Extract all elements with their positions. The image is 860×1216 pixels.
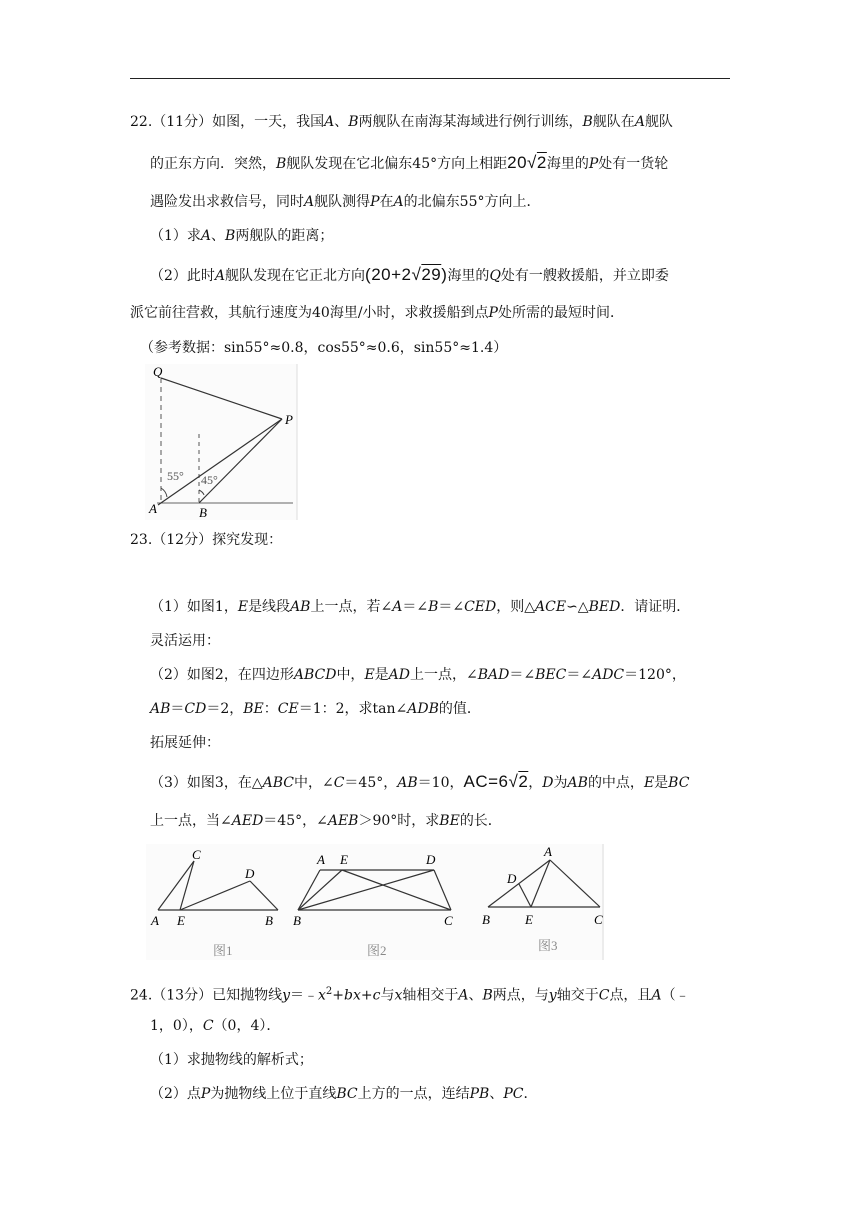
q23-line-1: （1）如图1，E是线段AB上一点，若∠A＝∠B＝∠CED，则△ACE∽△BED．请证明．	[150, 599, 691, 615]
fig1-caption: 图1	[213, 943, 233, 958]
fig3-label-D: D	[507, 871, 517, 886]
q24-line-4: （2）点P为抛物线上位于直线BC上方的一点，连结PB、PC．	[150, 1086, 538, 1102]
label-A: A	[149, 501, 157, 516]
radical-20plus2root29: (20+2√29)	[365, 265, 448, 284]
radical-20root2: 20√2	[507, 153, 547, 172]
fig3-caption: 图3	[538, 938, 558, 953]
q24-line-3: （1）求抛物线的解析式；	[150, 1052, 313, 1068]
label-Q: Q	[153, 364, 163, 379]
radical-ac-6root2: AC=6√2	[463, 772, 529, 791]
q24-line-2: 1，0），C（0，4）．	[150, 1018, 281, 1034]
fig3-label-B: B	[482, 912, 490, 927]
q22-line-3: 遇险发出求救信号，同时A舰队测得P在A的北偏东55°方向上．	[150, 194, 541, 210]
fig2-label-E: E	[340, 852, 348, 867]
fig1-label-A: A	[151, 913, 159, 928]
fig2-label-C: C	[444, 913, 453, 928]
q23-line-5: 上一点，当∠AED＝45°，∠AEB＞90°时，求BE的长．	[150, 813, 502, 829]
label-angle-45: 45°	[201, 473, 218, 487]
fig3-label-E: E	[525, 912, 533, 927]
label-angle-55: 55°	[167, 469, 184, 483]
fig3-label-C: C	[594, 912, 603, 927]
q22-line-6: 派它前往营救，其航行速度为40海里/小时，求救援船到点P处所需的最短时间．	[130, 305, 624, 321]
fig2-caption: 图2	[367, 943, 387, 958]
q22-line-2: 的正东方向．突然，B舰队发现在它北偏东45°方向上相距20√2海里的P处有一货轮	[150, 153, 669, 172]
q23-line-4: （3）如图3，在△ABC中，∠C＝45°，AB＝10，AC=6√2，D为AB的中点，E是BC	[150, 772, 690, 791]
fig2-label-B: B	[293, 913, 301, 928]
fig1-label-D: D	[245, 866, 255, 881]
fig1-label-E: E	[177, 913, 185, 928]
header-rule	[130, 78, 730, 79]
fig1-label-C: C	[192, 847, 201, 862]
fig2-label-D: D	[426, 852, 436, 867]
q23-subheading-1: 灵活运用：	[150, 633, 220, 649]
q22-figure	[145, 364, 305, 522]
label-P: P	[285, 412, 293, 427]
label-B: B	[199, 505, 207, 520]
q22-line-1: 22.（11分）如图，一天，我国A、B两舰队在南海某海域进行例行训练，B舰队在A舰队	[130, 114, 673, 130]
q23-figures	[146, 844, 608, 962]
q22-line-5: （2）此时A舰队发现在它正北方向(20+2√29)海里的Q处有一艘救援船，并立即委	[150, 265, 669, 284]
q23-line-2: （2）如图2，在四边形ABCD中，E是AD上一点，∠BAD＝∠BEC＝∠ADC＝120°，	[150, 667, 686, 683]
fig1-label-B: B	[265, 913, 273, 928]
q23-line-3: AB＝CD＝2，BE：CE＝1：2，求tan∠ADB的值．	[150, 701, 481, 717]
q22-line-4: （1）求A、B两舰队的距离；	[150, 228, 334, 244]
fig3-label-A: A	[544, 844, 552, 859]
fig2-label-A: A	[317, 852, 325, 867]
q23-subheading-2: 拓展延伸：	[150, 735, 220, 751]
q23-title: 23.（12分）探究发现：	[130, 532, 283, 548]
q24-line-1: 24.（13分）已知抛物线$y=﹣x^2+bx+c$与x轴相交于A、B两点，与y轴交于C点，且A（﹣	[130, 986, 690, 1004]
q22-reference-data: （参考数据：sin55°≈0.8，cos55°≈0.6，sin55°≈1.4）	[140, 340, 508, 356]
